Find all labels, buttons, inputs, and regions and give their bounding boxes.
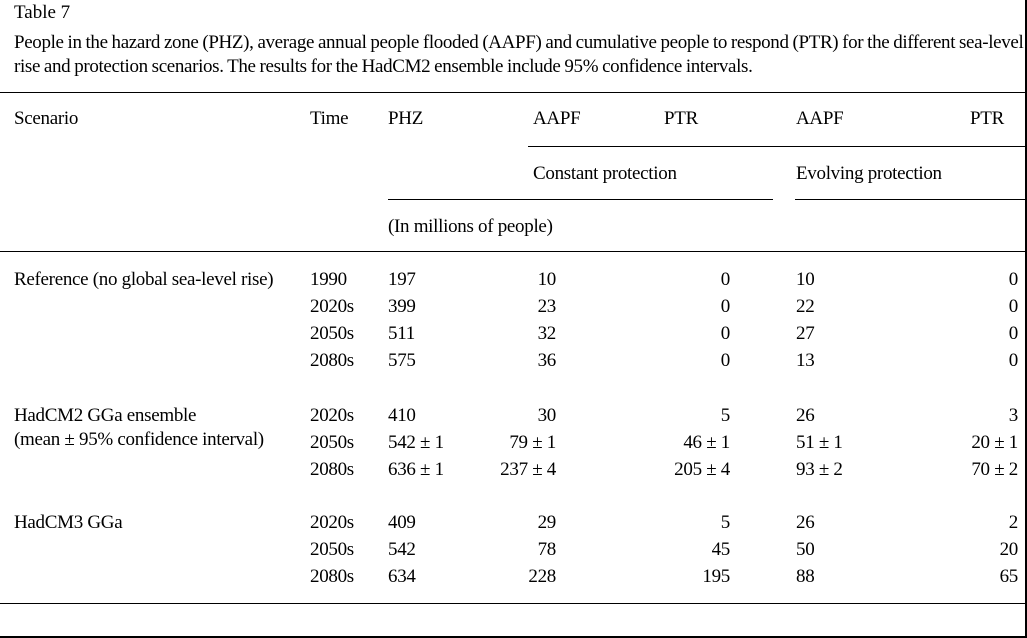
- cell-ptr-constant: 195: [702, 566, 730, 587]
- cell-time: 2080s: [310, 459, 354, 480]
- cell-phz: 409: [388, 512, 416, 533]
- cell-ptr-evolving: 65: [999, 566, 1018, 587]
- cell-phz: 575: [388, 350, 416, 371]
- cell-ptr-evolving: 0: [1008, 323, 1018, 344]
- cell-time: 2080s: [310, 566, 354, 587]
- cell-aapf-constant: 30: [537, 405, 556, 426]
- cell-aapf-evolving: 50: [796, 539, 815, 560]
- cell-time: 2020s: [310, 296, 354, 317]
- header-rule-aapf-ptr: [528, 146, 1025, 147]
- cell-ptr-evolving: 0: [1008, 350, 1018, 371]
- header-bottom-rule: [0, 251, 1025, 252]
- cell-time: 1990: [310, 269, 347, 290]
- cell-phz: 634: [388, 566, 416, 587]
- cell-ptr-constant: 45: [711, 539, 730, 560]
- cell-time: 2020s: [310, 512, 354, 533]
- cell-phz: 636 ± 1: [388, 459, 444, 480]
- cell-aapf-evolving: 22: [796, 296, 815, 317]
- cell-aapf-constant: 78: [537, 539, 556, 560]
- scenario-label: HadCM3 GGa: [14, 512, 123, 533]
- table-label: Table 7: [14, 2, 71, 23]
- cell-ptr-constant: 0: [720, 323, 730, 344]
- cell-time: 2080s: [310, 350, 354, 371]
- cell-ptr-constant: 0: [720, 269, 730, 290]
- scenario-label: Reference (no global sea-level rise): [14, 269, 274, 290]
- header-time: Time: [310, 108, 349, 129]
- cell-ptr-constant: 205 ± 4: [674, 459, 730, 480]
- cell-aapf-constant: 23: [537, 296, 556, 317]
- cell-aapf-evolving: 26: [796, 405, 815, 426]
- header-phz: PHZ: [388, 108, 423, 129]
- header-scenario: Scenario: [14, 108, 79, 129]
- cell-phz: 410: [388, 405, 416, 426]
- cell-ptr-evolving: 0: [1008, 296, 1018, 317]
- cell-ptr-constant: 46 ± 1: [683, 432, 730, 453]
- units-label: (In millions of people): [388, 216, 553, 237]
- cell-ptr-evolving: 3: [1008, 405, 1018, 426]
- cell-aapf-constant: 79 ± 1: [509, 432, 556, 453]
- cell-time: 2050s: [310, 432, 354, 453]
- bottom-rule: [0, 603, 1025, 604]
- group-constant-protection: Constant protection: [533, 163, 677, 184]
- cell-aapf-constant: 10: [537, 269, 556, 290]
- cell-phz: 197: [388, 269, 416, 290]
- cell-aapf-evolving: 26: [796, 512, 815, 533]
- cell-ptr-constant: 0: [720, 350, 730, 371]
- scenario-label: (mean ± 95% confidence interval): [14, 429, 264, 450]
- cell-ptr-evolving: 2: [1008, 512, 1018, 533]
- cell-ptr-evolving: 20 ± 1: [971, 432, 1018, 453]
- cell-phz: 399: [388, 296, 416, 317]
- cell-phz: 511: [388, 323, 415, 344]
- cell-aapf-constant: 228: [528, 566, 556, 587]
- header-rule-constant: [388, 199, 773, 200]
- cell-ptr-evolving: 70 ± 2: [971, 459, 1018, 480]
- cell-aapf-constant: 29: [537, 512, 556, 533]
- header-ptr-evolving: PTR: [970, 108, 1004, 129]
- group-evolving-protection: Evolving protection: [796, 163, 942, 184]
- cell-aapf-evolving: 51 ± 1: [796, 432, 843, 453]
- header-ptr-constant: PTR: [664, 108, 698, 129]
- table-caption: People in the hazard zone (PHZ), average annual people flooded (AAPF) and cumulative people to respond (PTR) for the different sea-level rise and protection scenarios. The results for the HadCM2 ensemble include 95% confidence intervals.: [14, 32, 1024, 77]
- cell-aapf-evolving: 10: [796, 269, 815, 290]
- cell-time: 2050s: [310, 539, 354, 560]
- header-rule-evolving: [795, 199, 1025, 200]
- cell-ptr-constant: 5: [720, 512, 730, 533]
- scenario-label: HadCM2 GGa ensemble: [14, 405, 197, 426]
- cell-phz: 542: [388, 539, 416, 560]
- cell-ptr-evolving: 0: [1008, 269, 1018, 290]
- cell-aapf-constant: 36: [537, 350, 556, 371]
- cell-aapf-constant: 237 ± 4: [500, 459, 556, 480]
- header-aapf-constant: AAPF: [533, 108, 581, 129]
- cell-aapf-evolving: 27: [796, 323, 815, 344]
- header-aapf-evolving: AAPF: [796, 108, 844, 129]
- cell-ptr-constant: 5: [720, 405, 730, 426]
- cell-ptr-evolving: 20: [999, 539, 1018, 560]
- cell-aapf-constant: 32: [537, 323, 556, 344]
- cell-aapf-evolving: 88: [796, 566, 815, 587]
- cell-phz: 542 ± 1: [388, 432, 444, 453]
- cell-time: 2050s: [310, 323, 354, 344]
- cell-ptr-constant: 0: [720, 296, 730, 317]
- cell-time: 2020s: [310, 405, 354, 426]
- cell-aapf-evolving: 13: [796, 350, 815, 371]
- top-rule: [0, 92, 1025, 93]
- cell-aapf-evolving: 93 ± 2: [796, 459, 843, 480]
